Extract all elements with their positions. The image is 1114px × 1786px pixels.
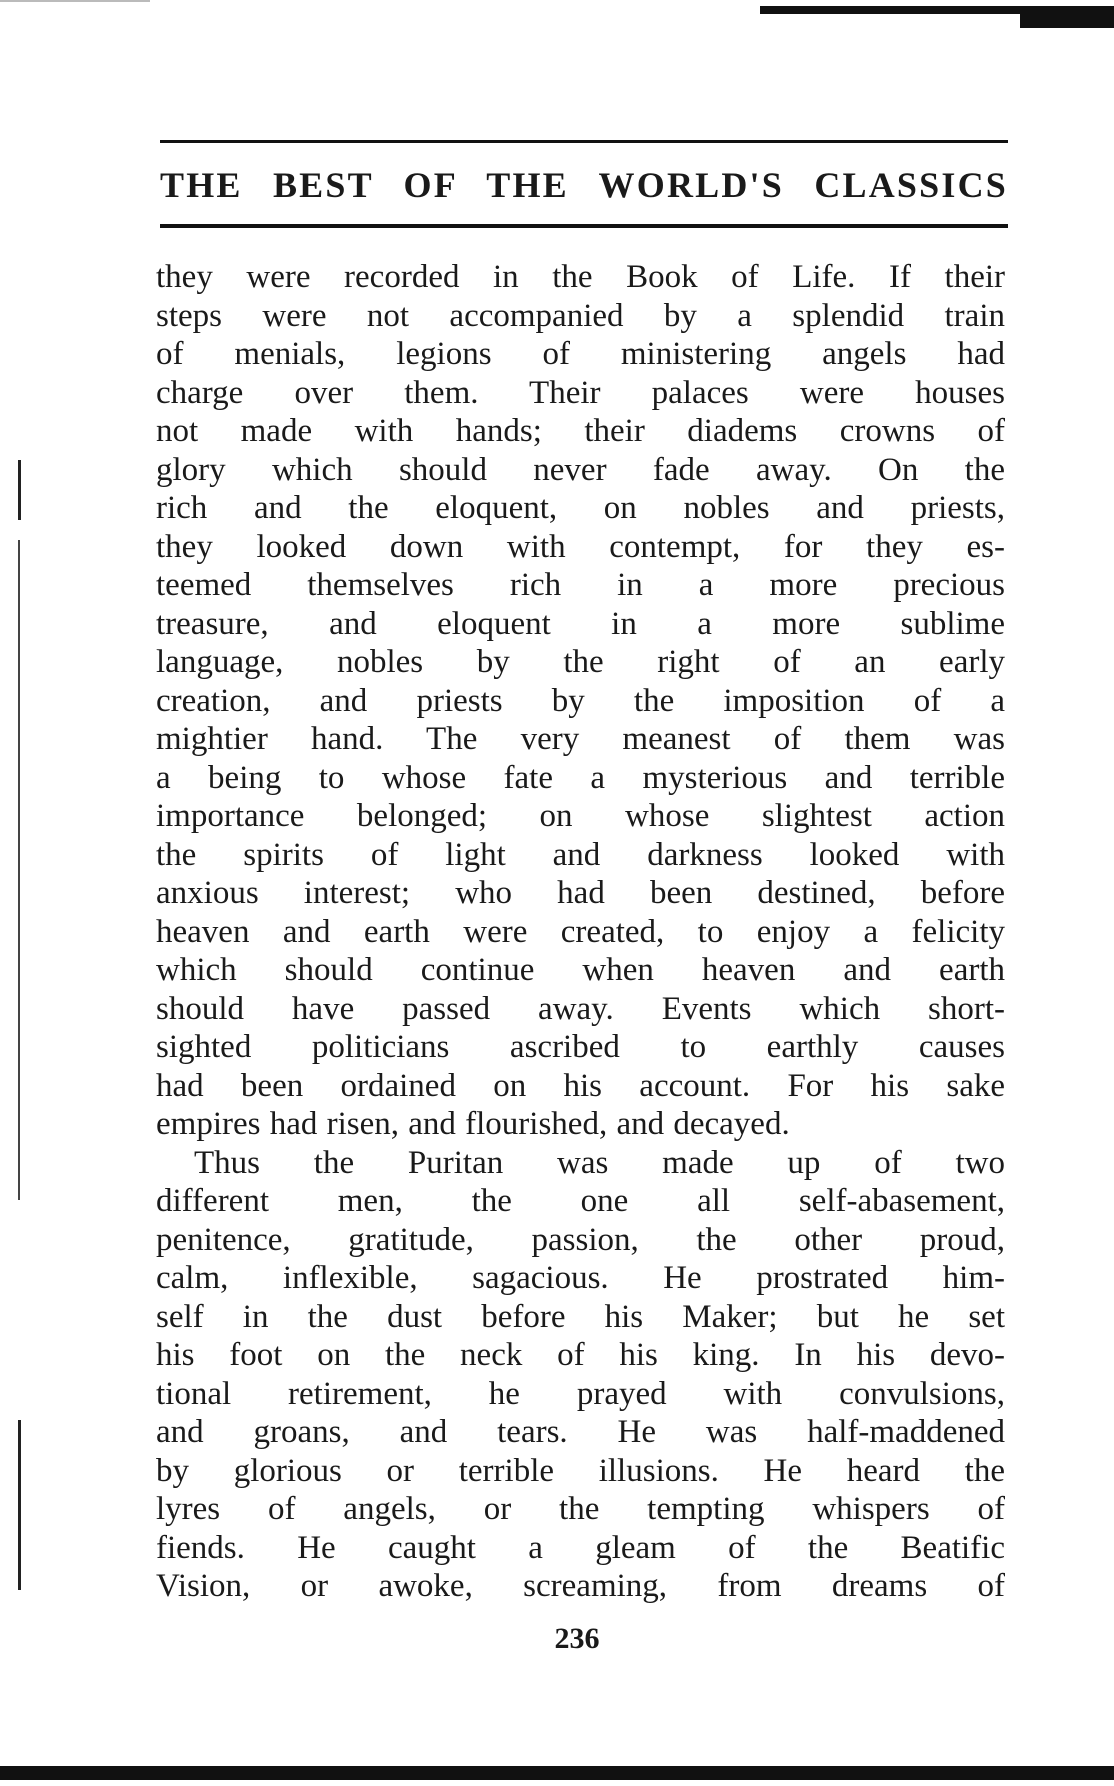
paragraph [156,1144,1005,1606]
text-line: lyres of angels, or the tempting whispers of [156,1491,1005,1527]
paragraph [156,258,1005,1144]
scan-edge-left [18,540,20,1200]
text-line: the spirits of light and darkness looked with [156,836,1005,873]
text-line: calm, inflexible, sagacious. He prostrated him- [156,1260,1005,1296]
text-line: empires had risen, and flourished, and decayed. [156,1106,790,1142]
text-line: glory which should never fade away. On the [156,451,1005,488]
text-line: teemed themselves rich in a more precious [156,567,1005,603]
text-line: different men, the one all self-abasement, [156,1183,1005,1219]
text-line: creation, and priests by the imposition of a [156,682,1005,719]
header-rule-top [160,140,1008,143]
text-line: importance belonged; on whose slightest action [156,798,1005,834]
text-line: not made with hands; their diadems crowns of [156,413,1005,449]
text-line: heaven and earth were created, to enjoy a felicity [156,913,1005,950]
body-text [156,258,1005,1606]
text-line: treasure, and eloquent in a more sublime [156,605,1005,642]
scan-edge-top [760,6,1114,14]
scan-edge-left [18,460,21,520]
text-line: tional retirement, he prayed with convulsions, [156,1375,1005,1412]
scan-edge-left [18,1420,21,1590]
text-line: of menials, legions of ministering angels had [156,336,1005,372]
text-line: rich and the eloquent, on nobles and priests, [156,490,1005,526]
text-line: mightier hand. The very meanest of them was [156,721,1005,757]
text-line: Thus the Puritan was made up of two [194,1144,1005,1181]
scan-mark [0,0,150,2]
page-number: 236 [554,1622,600,1655]
text-line: which should continue when heaven and earth [156,952,1005,988]
text-line: steps were not accompanied by a splendid train [156,297,1005,334]
text-line: a being to whose fate a mysterious and terrible [156,759,1005,796]
running-head: THE BEST OF THE WORLD'S CLASSICS [160,165,1008,205]
text-line: his foot on the neck of his king. In his devo- [156,1337,1005,1373]
text-line: they were recorded in the Book of Life. If their [156,259,1005,295]
text-line: penitence, gratitude, passion, the other proud, [156,1221,1005,1258]
text-line: by glorious or terrible illusions. He heard the [156,1452,1005,1489]
text-line: had been ordained on his account. For his sake [156,1067,1005,1104]
scan-edge-top-corner [1020,14,1114,28]
scan-edge-bottom [0,1766,1114,1780]
text-line: they looked down with contempt, for they es- [156,528,1005,565]
text-line: and groans, and tears. He was half-maddened [156,1414,1005,1450]
text-line: Vision, or awoke, screaming, from dreams of [156,1568,1005,1604]
text-line: charge over them. Their palaces were houses [156,374,1005,411]
text-line: anxious interest; who had been destined, before [156,875,1005,911]
text-line: should have passed away. Events which short- [156,990,1005,1027]
text-line: fiends. He caught a gleam of the Beatific [156,1529,1005,1566]
text-line: self in the dust before his Maker; but he set [156,1298,1005,1335]
text-line: language, nobles by the right of an early [156,644,1005,680]
header-rule-bottom [160,224,1008,228]
text-line: sighted politicians ascribed to earthly causes [156,1029,1005,1065]
